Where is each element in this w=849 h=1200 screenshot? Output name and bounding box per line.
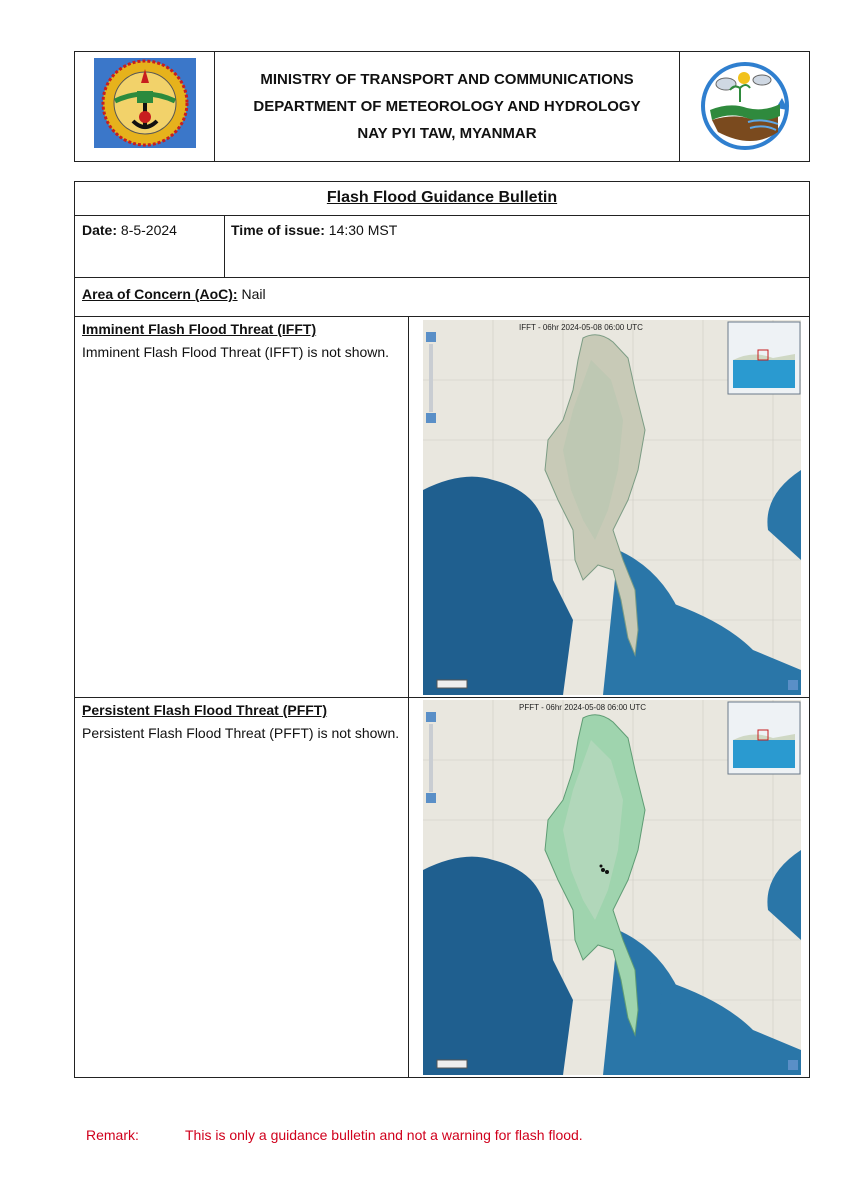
date-field <box>82 222 177 238</box>
ifft-description: Imminent Flash Flood Threat (IFFT) is not shown. <box>82 344 390 360</box>
pfft-title: Persistent Flash Flood Threat (PFFT) <box>82 702 328 718</box>
pfft-description: Persistent Flash Flood Threat (PFFT) is not shown. <box>82 725 400 741</box>
department-name: DEPARTMENT OF METEOROLOGY AND HYDROLOGY <box>253 98 641 115</box>
time-field <box>231 222 397 238</box>
ministry-name: MINISTRY OF TRANSPORT AND COMMUNICATIONS <box>260 71 634 88</box>
letterhead-title <box>215 52 679 161</box>
pfft-text-cell <box>82 702 402 746</box>
dmh-weather-logo <box>692 58 798 154</box>
aoc-field <box>82 286 266 302</box>
zoom-in-icon <box>426 712 436 722</box>
pfft-map-caption: PFFT - 06hr 2024-05-08 06:00 UTC <box>519 703 647 712</box>
zoom-out-icon <box>426 793 436 803</box>
ifft-map-graphic <box>423 320 801 695</box>
ministry-logo-cell <box>75 52 215 161</box>
letterhead <box>74 51 810 162</box>
aoc-value: Nail <box>241 286 266 302</box>
ministry-emblem-logo <box>93 57 197 149</box>
ifft-map-caption: IFFT - 06hr 2024-05-08 06:00 UTC <box>519 323 643 332</box>
time-label: Time of issue: <box>231 222 325 238</box>
ifft-title: Imminent Flash Flood Threat (IFFT) <box>82 321 317 337</box>
column-divider <box>224 216 225 277</box>
zoom-out-icon <box>426 413 436 423</box>
remark-text: This is only a guidance bulletin and not a warning for flash flood. <box>185 1127 583 1143</box>
column-divider <box>408 698 409 1077</box>
info-icon <box>788 1060 798 1070</box>
bulletin-title: Flash Flood Guidance Bulletin <box>75 182 809 216</box>
pfft-row <box>75 698 809 1077</box>
column-divider <box>408 317 409 697</box>
pfft-map[interactable] <box>423 700 801 1075</box>
pfft-map-graphic <box>423 700 801 1075</box>
dmh-logo-cell <box>679 52 809 161</box>
info-icon <box>788 680 798 690</box>
date-time-row <box>75 216 809 278</box>
area-of-concern-row <box>75 278 809 317</box>
date-label: Date: <box>82 222 118 238</box>
remark-label: Remark: <box>86 1127 139 1143</box>
aoc-label: Area of Concern (AoC): <box>82 286 238 302</box>
bulletin-table <box>74 181 810 1078</box>
ifft-text-cell <box>82 321 402 365</box>
ifft-map[interactable] <box>423 320 801 695</box>
ifft-row <box>75 317 809 698</box>
time-value: 14:30 MST <box>328 222 398 238</box>
date-value: 8-5-2024 <box>120 222 177 238</box>
location-name: NAY PYI TAW, MYANMAR <box>357 125 537 142</box>
zoom-in-icon <box>426 332 436 342</box>
